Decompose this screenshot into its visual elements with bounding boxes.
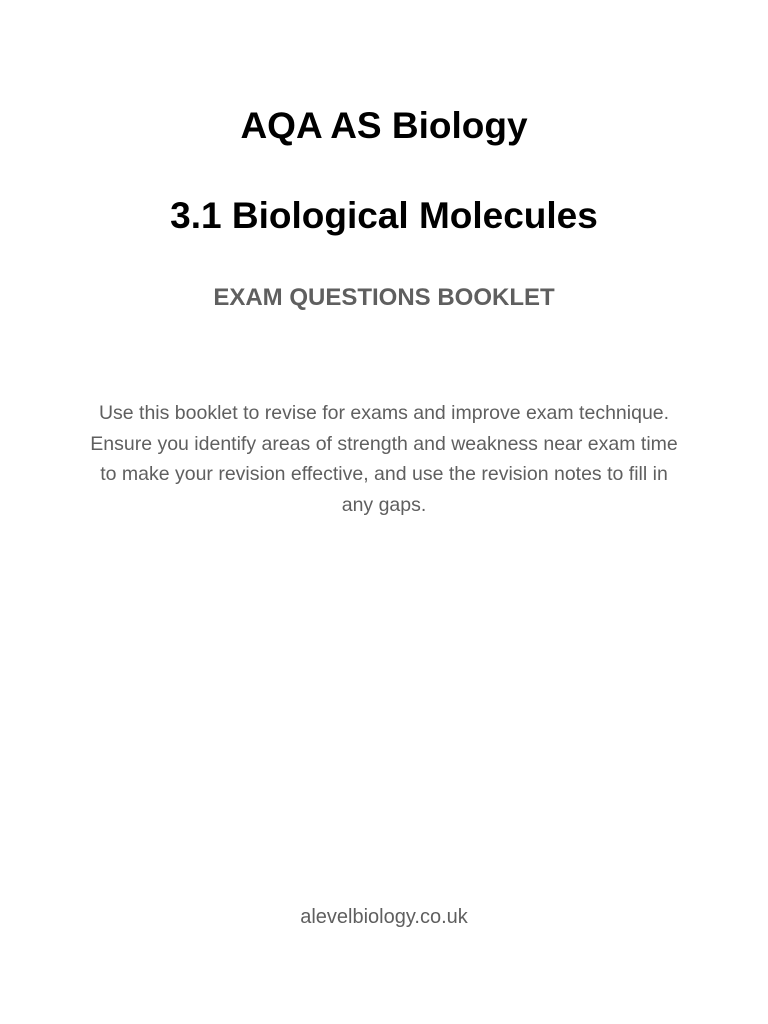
document-title: AQA AS Biology	[240, 105, 528, 146]
intro-paragraph: Use this booklet to revise for exams and improve exam technique. Ensure you identify areas of strength and weakness near exam time to make your revision effective, and use the revision notes to fill in any gaps.	[90, 402, 678, 516]
document-topic-title: 3.1 Biological Molecules	[170, 195, 598, 236]
document-subtitle: EXAM QUESTIONS BOOKLET	[213, 284, 555, 311]
website-footer: alevelbiology.co.uk	[300, 906, 468, 928]
